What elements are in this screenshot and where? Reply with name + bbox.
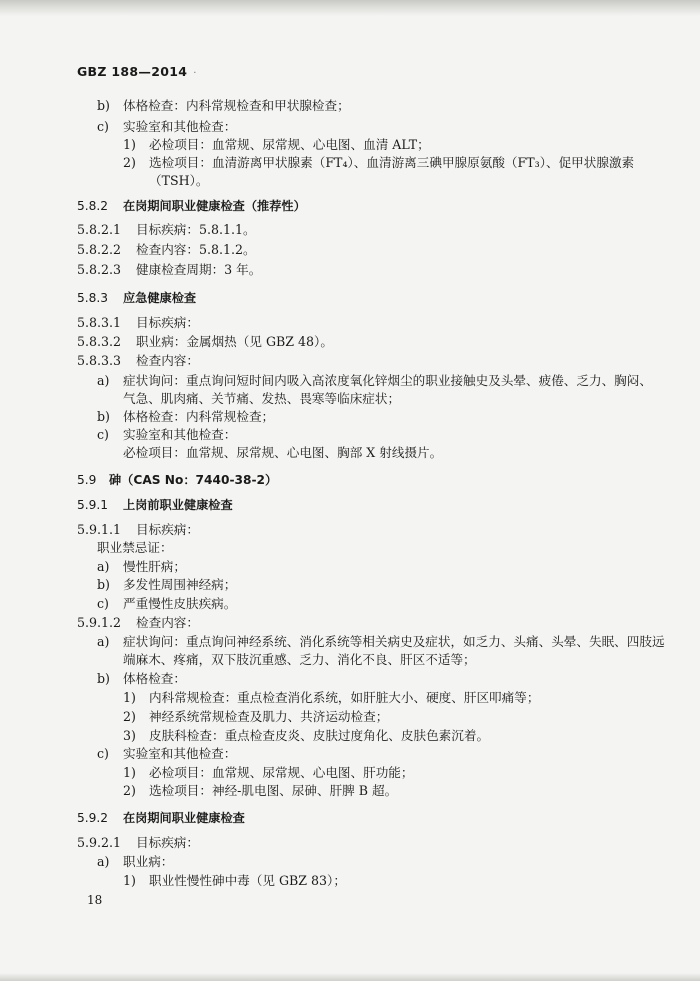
item-text: 体格检查：内科常规检查； (123, 409, 275, 424)
item-text: 皮肤科检查：重点检查皮炎、皮肤过度角化、皮肤色素沉着。 (149, 728, 490, 743)
list-item (123, 765, 413, 781)
item-text: 实验室和其他检查： (123, 427, 237, 442)
item-text: 症状询问：重点询问短时间内吸入高浓度氧化锌烟尘的职业接触史及头晕、疲倦、乏力、胸闷、 (123, 373, 652, 388)
paragraph-text: 职业禁忌证： (97, 540, 173, 555)
item-marker: a) (97, 854, 110, 869)
section-title: 在岗期间职业健康检查 (123, 811, 245, 825)
item-text: 气急、肌肉痛、关节痛、发热、畏寒等临床症状； (123, 391, 401, 406)
item-marker: 3) (123, 728, 136, 743)
item-marker: b) (97, 577, 110, 592)
clause-text: 检查内容：5.8.1.2。 (136, 242, 256, 257)
clause-text: 职业病：金属烟热（见 GBZ 48）。 (136, 334, 333, 349)
item-marker: b) (97, 98, 110, 113)
list-item (97, 634, 665, 650)
clause-number: 5.9.2.1 (77, 835, 122, 850)
clause-text: 目标疾病：5.8.1.1。 (136, 222, 256, 237)
item-text: 选检项目：血清游离甲状腺素（FT₄）、血清游离三碘甲腺原氨酸（FT₃）、促甲状腺激素 (149, 155, 635, 170)
section-heading-5-9-2 (77, 810, 245, 826)
section-heading-5-8-2 (77, 198, 306, 214)
section-heading-5-8-3 (77, 290, 196, 306)
clause (77, 353, 199, 369)
item-text: 职业病： (123, 854, 174, 869)
item-text: 必检项目：血常规、尿常规、心电图、胸部 X 射线摄片。 (123, 445, 443, 460)
list-item (97, 409, 274, 425)
item-marker: 2) (123, 709, 136, 724)
clause-number: 5.9.1.1 (77, 522, 122, 537)
list-item (123, 709, 388, 725)
item-marker: 1) (123, 690, 136, 705)
list-item (97, 373, 652, 389)
clause-number: 5.8.3.2 (77, 334, 122, 349)
item-marker: a) (97, 373, 110, 388)
clause (77, 262, 261, 278)
clause (77, 835, 199, 851)
clause-number: 5.9.1.2 (77, 615, 122, 630)
list-item (123, 783, 397, 799)
clause-number: 5.8.2.2 (77, 242, 122, 257)
clause-number: 5.8.2.3 (77, 262, 122, 277)
clause-text: 健康检查周期：3 年。 (136, 262, 262, 277)
clause (77, 242, 256, 258)
list-item (97, 119, 236, 135)
item-text: 内科常规检查：重点检查消化系统，如肝脏大小、硬度、肝区叩痛等； (149, 690, 540, 705)
item-marker: 1) (123, 765, 136, 780)
item-text: 多发性周围神经病； (123, 577, 237, 592)
section-title: 应急健康检查 (123, 291, 197, 305)
clause (77, 315, 199, 331)
list-item (97, 98, 350, 114)
item-marker: c) (97, 746, 109, 761)
section-number: 5.8.3 (77, 291, 109, 305)
page-number: 18 (87, 893, 103, 907)
item-marker: c) (97, 596, 109, 611)
item-marker: c) (97, 119, 109, 134)
list-item (123, 690, 539, 706)
list-item (123, 155, 634, 171)
item-marker: 1) (123, 873, 136, 888)
item-marker: 2) (123, 783, 136, 798)
section-heading-5-9-1 (77, 497, 233, 513)
section-number: 5.9.1 (77, 498, 109, 512)
list-item (123, 137, 430, 153)
item-marker: 1) (123, 137, 136, 152)
item-text: 实验室和其他检查： (123, 746, 237, 761)
list-item (97, 596, 236, 612)
paragraph (97, 540, 173, 556)
item-marker: b) (97, 671, 110, 686)
clause (77, 615, 199, 631)
list-item (97, 854, 173, 870)
item-marker: a) (97, 559, 110, 574)
item-text: 神经系统常规检查及肌力、共济运动检查； (149, 709, 389, 724)
item-text: 严重慢性皮肤疾病。 (123, 596, 237, 611)
section-number: 5.9 (77, 473, 97, 487)
item-marker: a) (97, 634, 110, 649)
item-text: 端麻木、疼痛，双下肢沉重感、乏力、消化不良、肝区不适等； (123, 652, 476, 667)
clause-text: 检查内容： (136, 353, 199, 368)
section-title: 在岗期间职业健康检查（推荐性） (123, 199, 306, 213)
scan-mark: · (193, 68, 197, 79)
item-text: 选检项目：神经-肌电图、尿砷、肝脾 B 超。 (149, 783, 398, 798)
clause (77, 222, 256, 238)
scan-edge-bottom (0, 973, 700, 981)
item-marker: c) (97, 427, 109, 442)
item-text: 必检项目：血常规、尿常规、心电图、肝功能； (149, 765, 414, 780)
clause-text: 检查内容： (136, 615, 199, 630)
section-number: 5.9.2 (77, 811, 109, 825)
clause-number: 5.8.3.3 (77, 353, 122, 368)
item-text: 症状询问：重点询问神经系统、消化系统等相关病史及症状，如乏力、头痛、头晕、失眠、四肢远 (123, 634, 665, 649)
list-item (97, 671, 186, 687)
list-item (97, 577, 236, 593)
item-text: （TSH）。 (149, 173, 209, 188)
clause-number: 5.8.3.1 (77, 315, 122, 330)
item-continuation (149, 173, 209, 189)
clause-text: 目标疾病： (136, 522, 199, 537)
section-title: 上岗前职业健康检查 (123, 498, 233, 512)
item-marker: 2) (123, 155, 136, 170)
item-marker: b) (97, 409, 110, 424)
standard-code: GBZ 188—2014 (77, 64, 188, 79)
item-text: 必检项目：血常规、尿常规、心电图、血清 ALT； (149, 137, 430, 152)
item-continuation (123, 391, 400, 407)
clause (77, 334, 333, 350)
clause-text: 目标疾病： (136, 315, 199, 330)
clause-number: 5.8.2.1 (77, 222, 122, 237)
item-text: 职业性慢性砷中毒（见 GBZ 83）； (149, 873, 346, 888)
clause-text: 目标疾病： (136, 835, 199, 850)
section-heading-5-9 (77, 472, 277, 488)
item-text: 体格检查：内科常规检查和甲状腺检查； (123, 98, 350, 113)
list-item (97, 746, 236, 762)
list-item (97, 559, 186, 575)
list-item (123, 728, 489, 744)
section-title: 砷（CAS No：7440-38-2） (109, 473, 278, 487)
list-item (97, 427, 236, 443)
item-continuation (123, 652, 476, 668)
item-continuation (123, 445, 442, 461)
item-text: 实验室和其他检查： (123, 119, 237, 134)
item-text: 体格检查： (123, 671, 186, 686)
clause (77, 522, 199, 538)
item-text: 慢性肝病； (123, 559, 186, 574)
section-number: 5.8.2 (77, 199, 109, 213)
list-item (123, 873, 346, 889)
